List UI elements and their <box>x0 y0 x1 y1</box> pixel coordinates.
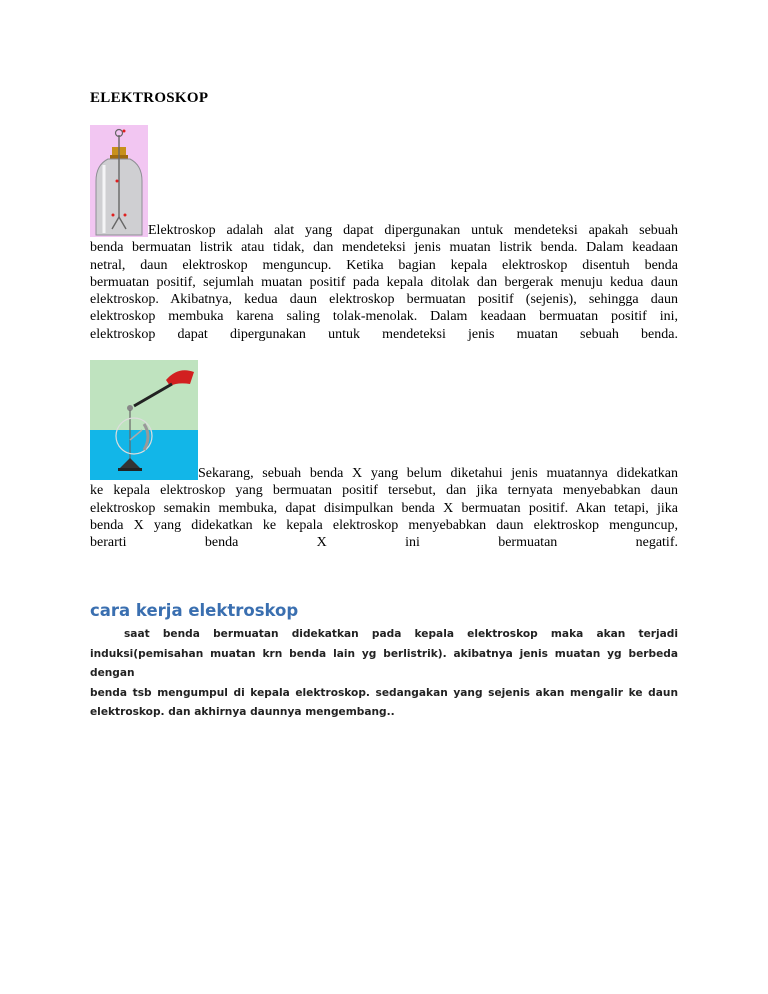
paragraph1-line: bermuatan positif, sejumlah muatan positif pada kepala ditolak dan bergerak menuju kedua daun <box>90 274 678 290</box>
paragraph1-line: Elektroskop adalah alat yang dapat dipergunakan untuk mendeteksi apakah sebuah <box>148 223 678 238</box>
paragraph3-line: benda tsb mengumpul di kepala elektroskop. sedangakan yang sejenis akan mengalir ke daun <box>90 686 678 699</box>
paragraph2-line: benda X yang didekatkan ke kepala elektroskop menyebabkan daun elektroskop menguncup, <box>90 517 678 533</box>
electroscope-bottle-image <box>90 125 148 237</box>
paragraph1-line: elektroskop dapat dipergunakan untuk mendeteksi jenis muatan sebuah benda. <box>90 326 678 342</box>
paragraph2-line: ke kepala elektroskop yang bermuatan positif tersebut, dan jika ternyata menyebabkan daun <box>90 483 678 499</box>
paragraph2-line: Sekarang, sebuah benda X yang belum diketahui jenis muatannya didekatkan <box>198 466 678 481</box>
paragraph2-body <box>90 482 678 551</box>
paragraph3-line: elektroskop. dan akhirnya daunnya mengembang.. <box>90 706 395 719</box>
paragraph2-line: berarti benda X ini bermuatan negatif. <box>90 535 678 551</box>
paragraph-block-2 <box>90 360 678 551</box>
paragraph3-line: induksi(pemisahan muatan krn benda lain yg berlistrik). akibatnya jenis muatan yg berbeda dengan <box>90 647 678 680</box>
paragraph1-line: elektroskop. Akibatnya, kedua daun elektroskop bermuatan positif (sejenis), sehingga daun <box>90 292 678 308</box>
paragraph2-line: elektroskop semakin membuka, dapat disimpulkan benda X bermuatan positif. Akan tetapi, jika <box>90 500 678 516</box>
paragraph3-line: saat benda bermuatan didekatkan pada kepala elektroskop maka akan terjadi <box>124 628 678 640</box>
paragraph-block-1 <box>90 125 678 343</box>
document-title: ELEKTROSKOP <box>90 90 209 106</box>
paragraph1-line: benda bermuatan listrik atau tidak, dan mendeteksi jenis muatan listrik benda. Dalam keadaan <box>90 240 678 256</box>
paragraph1-line: netral, daun elektroskop menguncup. Ketika bagian kepala elektroskop disentuh benda <box>90 257 678 273</box>
paragraph3-body <box>90 625 678 723</box>
section-heading: cara kerja elektroskop <box>90 601 299 620</box>
electroscope-experiment-image <box>90 360 198 480</box>
paragraph1-body <box>90 239 678 343</box>
paragraph1-line: elektroskop membuka karena saling tolak-menolak. Dalam keadaan bermuatan positif ini, <box>90 309 678 325</box>
